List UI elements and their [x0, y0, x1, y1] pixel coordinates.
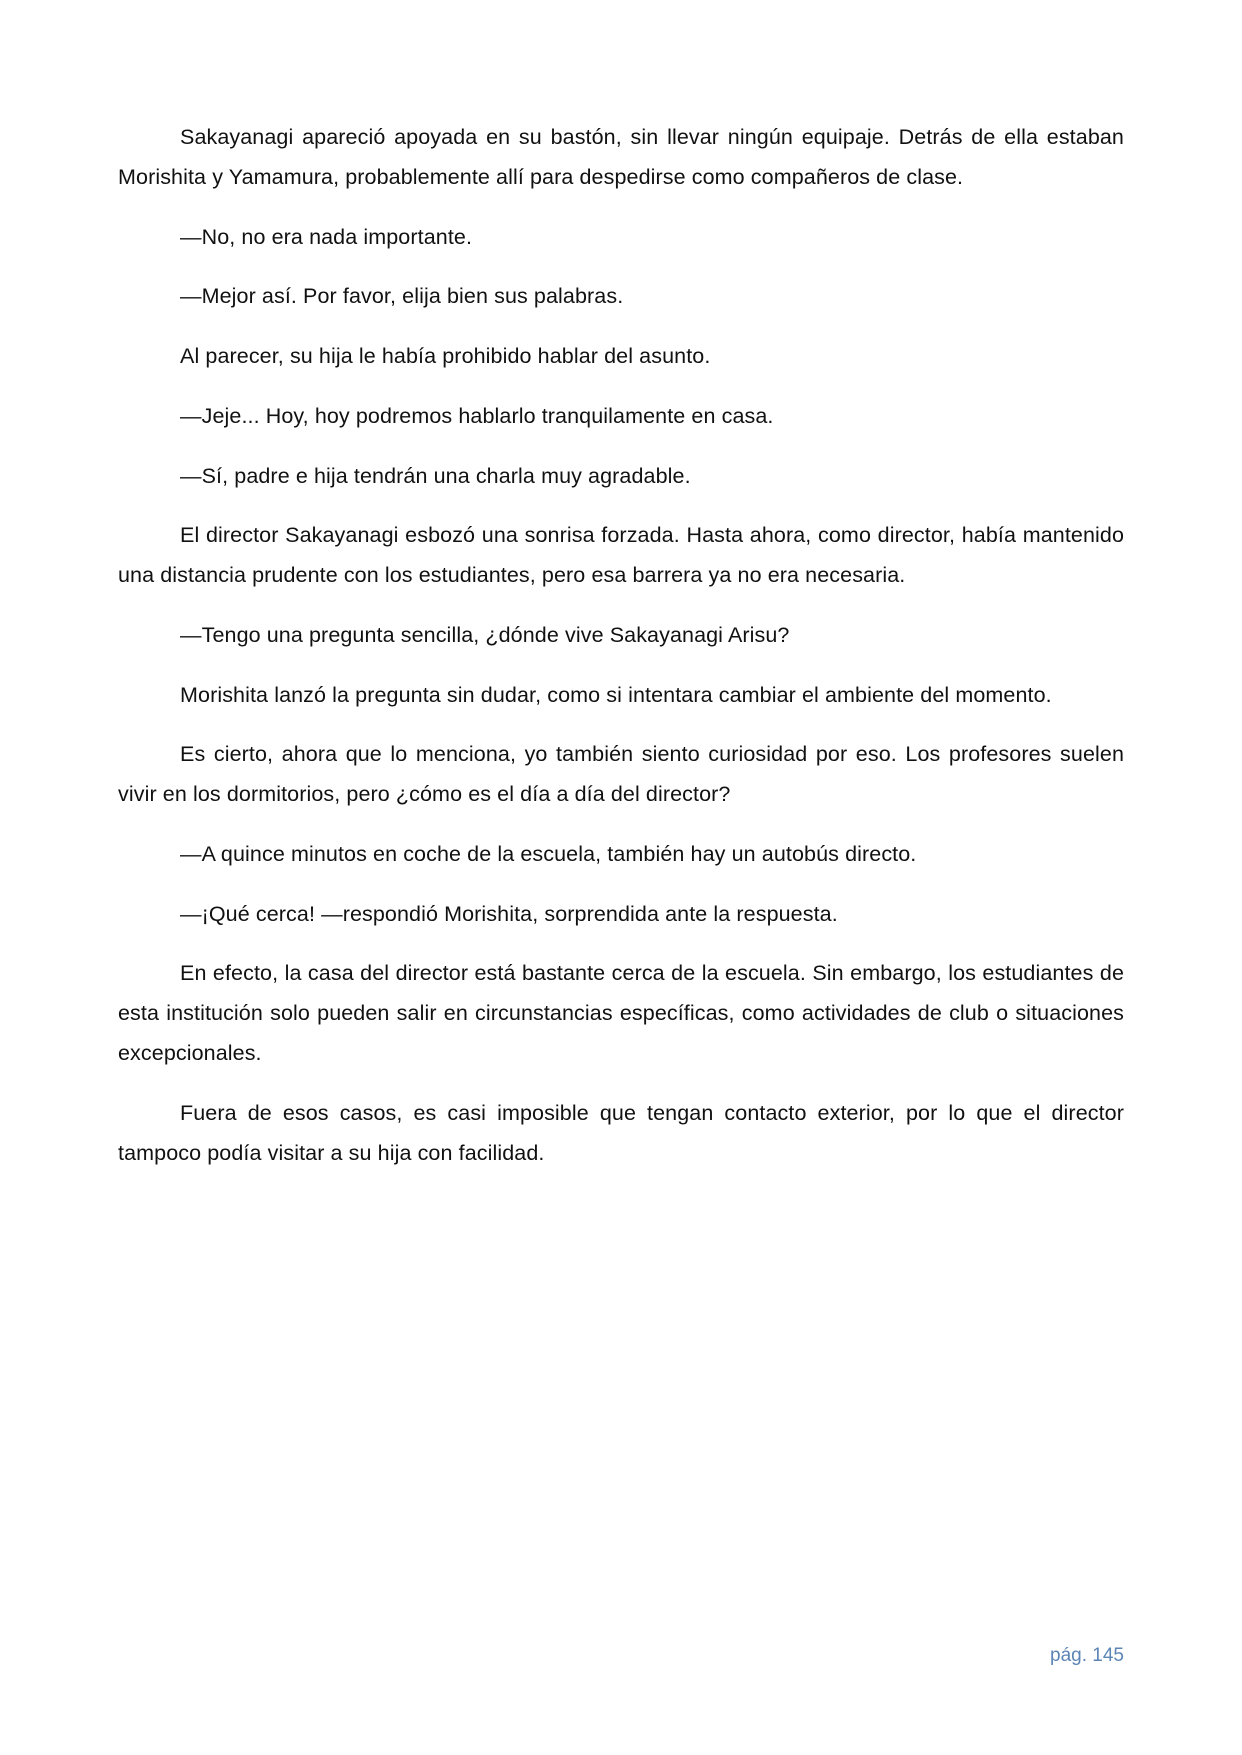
paragraph: —No, no era nada importante.	[180, 224, 473, 249]
paragraph: —Tengo una pregunta sencilla, ¿dónde vive Sakayanagi Arisu?	[180, 622, 790, 647]
paragraph: Al parecer, su hija le había prohibido hablar del asunto.	[180, 344, 711, 369]
paragraph: —¡Qué cerca! —respondió Morishita, sorprendida ante la respuesta.	[180, 901, 838, 926]
page-number: pág. 145	[1050, 1645, 1124, 1666]
paragraph: Sakayanagi apareció apoyada en su bastón, sin llevar ningún equipaje. Detrás de ella estaban Morishita y Yamamura, probablemente allí para despedirse como compañeros de clase.	[118, 125, 1124, 189]
paragraph: —A quince minutos en coche de la escuela, también hay un autobús directo.	[180, 841, 917, 866]
paragraph: En efecto, la casa del director está bastante cerca de la escuela. Sin embargo, los estudiantes de esta institución solo pueden salir en circunstancias específicas, como actividades de club o situaciones excepcionales.	[118, 961, 1124, 1066]
paragraph: —Jeje... Hoy, hoy podremos hablarlo tranquilamente en casa.	[180, 403, 774, 428]
paragraph: Fuera de esos casos, es casi imposible que tengan contacto exterior, por lo que el director tampoco podía visitar a su hija con facilidad.	[118, 1100, 1124, 1165]
paragraph: —Sí, padre e hija tendrán una charla muy agradable.	[180, 463, 691, 488]
paragraph: Morishita lanzó la pregunta sin dudar, como si intentara cambiar el ambiente del momento.	[180, 682, 1052, 707]
paragraph: El director Sakayanagi esbozó una sonrisa forzada. Hasta ahora, como director, había mantenido una distancia prudente con los estudiantes, pero esa barrera ya no era necesaria.	[118, 523, 1124, 588]
paragraph: —Mejor así. Por favor, elija bien sus palabras.	[180, 284, 624, 309]
paragraph: Es cierto, ahora que lo menciona, yo también siento curiosidad por eso. Los profesores suelen vivir en los dormitorios, pero ¿cómo es el día a día del director?	[118, 742, 1124, 807]
